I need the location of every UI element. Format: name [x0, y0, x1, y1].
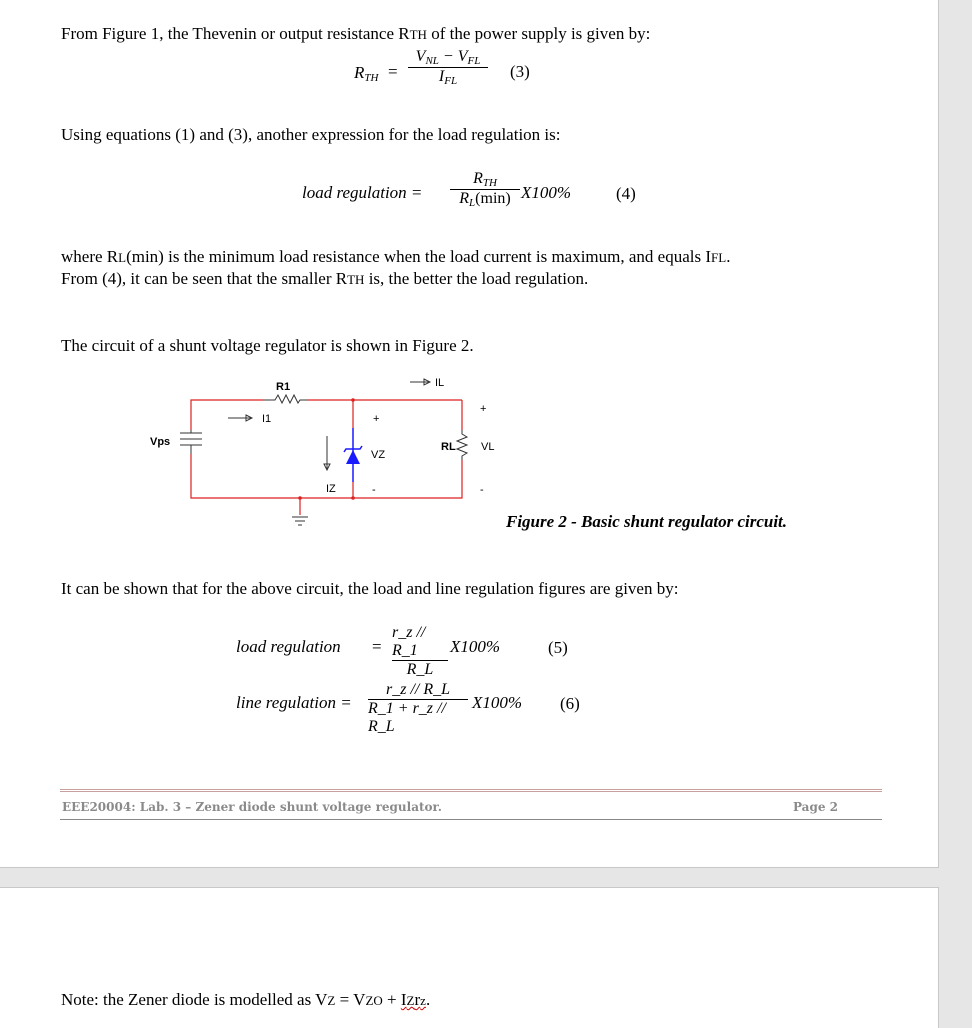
figure-2-caption: Figure 2 - Basic shunt regulator circuit.	[506, 512, 788, 531]
paragraph-smaller-rth: From (4), it can be seen that the smaller RTH is, the better the load regulation.	[61, 269, 589, 288]
shunt-regulator-circuit	[140, 370, 520, 530]
svg-text:IL: IL	[435, 377, 445, 389]
paragraph-shunt-intro: The circuit of a shunt voltage regulator is shown in Figure 2.	[61, 336, 474, 355]
svg-text:Vps: Vps	[150, 436, 171, 448]
svg-text:VL: VL	[481, 441, 495, 453]
resistor-rl-icon	[457, 430, 467, 460]
page-number: Page 2	[792, 800, 838, 814]
zener-diode-icon	[344, 428, 362, 482]
page-footer: EEE20004: Lab. 3 – Zener diode shunt voltage regulator. Page 2	[60, 789, 882, 820]
paragraph-load-regulation: Using equations (1) and (3), another expression for the load regulation is:	[61, 125, 561, 144]
paragraph-rl-min: where RL(min) is the minimum load resistance when the load current is maximum, and equals IFL.	[61, 247, 731, 266]
svg-text:VZ: VZ	[371, 449, 386, 461]
svg-text:+: +	[480, 403, 487, 415]
svg-text:+: +	[373, 413, 380, 425]
document-page-2	[0, 887, 939, 1028]
svg-text:I1: I1	[262, 413, 272, 425]
resistor-r1-icon	[263, 395, 308, 403]
battery-icon	[180, 430, 202, 454]
document-page-1: From Figure 1, the Thevenin or output resistance RTH of the power supply is given by: $R_{TH}$ = $V_{NL} - V_{FL}$ $I_{FL}$ (3) Using equations (1) and (3), another expression for the load regulation is: load regulation = $R_{TH}$ $R_L(\min)$ X100% (4) where RL(min) is the minimum load resistance when the load current is maximum, and equals IFL. From (4), it can be seen that the smaller RTH is, the better the load regulation. The circuit of a shunt voltage regulator is shown in Figure 2. R1 IL I1 Vps VZ IZ RL VL + + - - Figure 2 - Basic shunt regulator circuit. It can be shown that for the above circuit, the load and line regulation figures are given by: load regulation = r_z // R_1 R_L X100% (5) line regulation = r_z // R_L R_1 + r_z // R_L X100% (6) EEE20004: Lab. 3 – Zener diode shunt voltage regulator. Page 2	[0, 0, 939, 868]
svg-text:R1: R1	[276, 381, 291, 393]
svg-text:IZ: IZ	[326, 483, 336, 495]
svg-text:-: -	[372, 484, 376, 496]
svg-text:-: -	[480, 484, 484, 496]
current-arrows-icon	[228, 379, 430, 470]
paragraph-regulation-figures: It can be shown that for the above circuit, the load and line regulation figures are given by:	[61, 579, 679, 598]
ground-icon	[292, 517, 308, 525]
paragraph-thevenin: From Figure 1, the Thevenin or output resistance RTH of the power supply is given by:	[61, 24, 651, 43]
svg-text:RL: RL	[441, 441, 456, 453]
zener-model-note: Note: the Zener diode is modelled as VZ = VZO + IZrz.	[61, 990, 431, 1009]
